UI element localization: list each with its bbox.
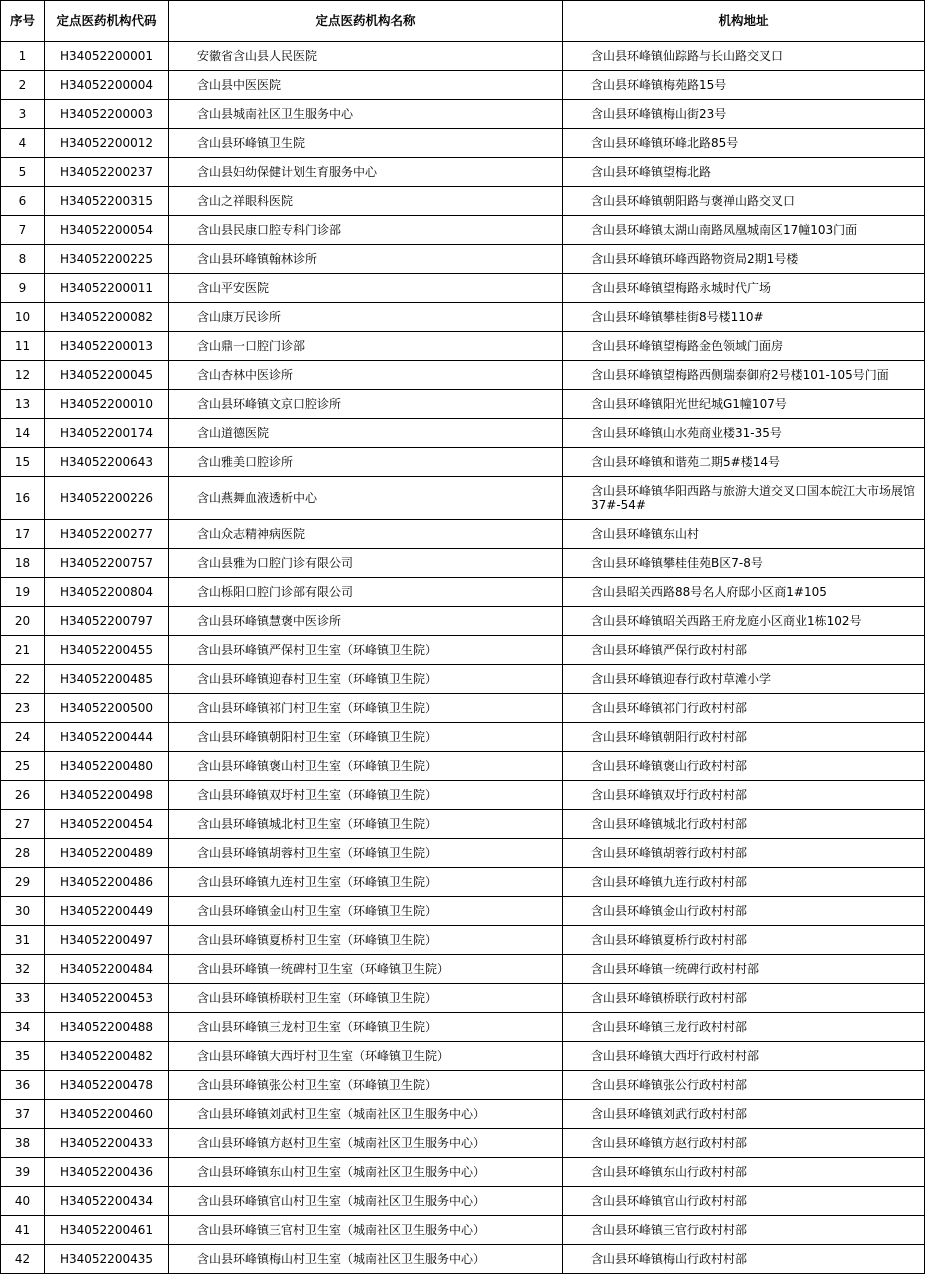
cell-address: 含山县环峰镇望梅路西侧瑞泰御府2号楼101-105号门面 [563, 361, 925, 390]
cell-serial: 32 [1, 955, 45, 984]
cell-serial: 37 [1, 1100, 45, 1129]
cell-code: H34052200489 [45, 839, 169, 868]
cell-serial: 21 [1, 636, 45, 665]
table-row [1, 477, 925, 520]
cell-code: H34052200011 [45, 274, 169, 303]
cell-serial: 3 [1, 100, 45, 129]
table-row [1, 245, 925, 274]
cell-serial: 9 [1, 274, 45, 303]
table-row [1, 1071, 925, 1100]
cell-address: 含山县环峰镇祁门行政村村部 [563, 694, 925, 723]
cell-name: 含山县环峰镇褒山村卫生室（环峰镇卫生院） [169, 752, 563, 781]
cell-name: 含山鼎一口腔门诊部 [169, 332, 563, 361]
cell-serial: 12 [1, 361, 45, 390]
table-row [1, 1013, 925, 1042]
cell-name: 安徽省含山县人民医院 [169, 42, 563, 71]
cell-name: 含山县环峰镇东山村卫生室（城南社区卫生服务中心） [169, 1158, 563, 1187]
cell-code: H34052200455 [45, 636, 169, 665]
cell-address: 含山县环峰镇环峰西路物资局2期1号楼 [563, 245, 925, 274]
cell-name: 含山县环峰镇慧褒中医诊所 [169, 607, 563, 636]
cell-name: 含山县中医医院 [169, 71, 563, 100]
table-row [1, 926, 925, 955]
cell-address: 含山县环峰镇迎春行政村草滩小学 [563, 665, 925, 694]
cell-address: 含山县环峰镇桥联行政村村部 [563, 984, 925, 1013]
cell-name: 含山县环峰镇夏桥村卫生室（环峰镇卫生院） [169, 926, 563, 955]
cell-address: 含山县环峰镇攀桂街8号楼110# [563, 303, 925, 332]
cell-address: 含山县环峰镇大西圩行政村村部 [563, 1042, 925, 1071]
cell-address: 含山县环峰镇梅山行政村村部 [563, 1245, 925, 1274]
cell-serial: 4 [1, 129, 45, 158]
cell-address: 含山县环峰镇望梅北路 [563, 158, 925, 187]
cell-code: H34052200435 [45, 1245, 169, 1274]
table-row [1, 274, 925, 303]
cell-address: 含山县环峰镇夏桥行政村村部 [563, 926, 925, 955]
cell-code: H34052200010 [45, 390, 169, 419]
cell-name: 含山平安医院 [169, 274, 563, 303]
table-row [1, 839, 925, 868]
cell-code: H34052200498 [45, 781, 169, 810]
table-row [1, 723, 925, 752]
cell-address: 含山县环峰镇和谐苑二期5#楼14号 [563, 448, 925, 477]
table-row [1, 158, 925, 187]
table-row [1, 419, 925, 448]
cell-serial: 36 [1, 1071, 45, 1100]
cell-serial: 25 [1, 752, 45, 781]
cell-name: 含山县雅为口腔门诊有限公司 [169, 549, 563, 578]
cell-address: 含山县环峰镇望梅路金色领域门面房 [563, 332, 925, 361]
cell-code: H34052200480 [45, 752, 169, 781]
cell-code: H34052200804 [45, 578, 169, 607]
cell-address: 含山县环峰镇东山村 [563, 520, 925, 549]
table-row [1, 1245, 925, 1274]
cell-name: 含山众志精神病医院 [169, 520, 563, 549]
cell-serial: 26 [1, 781, 45, 810]
cell-code: H34052200174 [45, 419, 169, 448]
cell-code: H34052200434 [45, 1187, 169, 1216]
cell-name: 含山县环峰镇刘武村卫生室（城南社区卫生服务中心） [169, 1100, 563, 1129]
cell-serial: 38 [1, 1129, 45, 1158]
cell-serial: 17 [1, 520, 45, 549]
table-row [1, 549, 925, 578]
cell-name: 含山县妇幼保健计划生育服务中心 [169, 158, 563, 187]
cell-serial: 13 [1, 390, 45, 419]
cell-name: 含山县环峰镇胡蓉村卫生室（环峰镇卫生院） [169, 839, 563, 868]
cell-address: 含山县环峰镇阳光世纪城G1幢107号 [563, 390, 925, 419]
cell-serial: 10 [1, 303, 45, 332]
cell-code: H34052200237 [45, 158, 169, 187]
cell-code: H34052200497 [45, 926, 169, 955]
cell-serial: 28 [1, 839, 45, 868]
header-address: 机构地址 [563, 1, 925, 42]
table-row [1, 897, 925, 926]
cell-name: 含山县环峰镇梅山村卫生室（城南社区卫生服务中心） [169, 1245, 563, 1274]
header-name: 定点医药机构名称 [169, 1, 563, 42]
cell-serial: 20 [1, 607, 45, 636]
cell-code: H34052200485 [45, 665, 169, 694]
cell-serial: 19 [1, 578, 45, 607]
table-body [1, 42, 925, 1274]
cell-address: 含山县环峰镇胡蓉行政村村部 [563, 839, 925, 868]
cell-address: 含山县环峰镇望梅路永城时代广场 [563, 274, 925, 303]
cell-serial: 14 [1, 419, 45, 448]
cell-code: H34052200453 [45, 984, 169, 1013]
cell-code: H34052200797 [45, 607, 169, 636]
cell-name: 含山县环峰镇一统碑村卫生室（环峰镇卫生院） [169, 955, 563, 984]
table-row [1, 1158, 925, 1187]
cell-serial: 34 [1, 1013, 45, 1042]
cell-serial: 1 [1, 42, 45, 71]
table-row [1, 694, 925, 723]
cell-address: 含山县环峰镇金山行政村村部 [563, 897, 925, 926]
cell-address: 含山县环峰镇梅苑路15号 [563, 71, 925, 100]
cell-serial: 16 [1, 477, 45, 520]
table-row [1, 1042, 925, 1071]
cell-code: H34052200436 [45, 1158, 169, 1187]
cell-name: 含山县环峰镇大西圩村卫生室（环峰镇卫生院） [169, 1042, 563, 1071]
cell-code: H34052200013 [45, 332, 169, 361]
cell-name: 含山县环峰镇张公村卫生室（环峰镇卫生院） [169, 1071, 563, 1100]
cell-serial: 33 [1, 984, 45, 1013]
table-row [1, 187, 925, 216]
cell-name: 含山县环峰镇金山村卫生室（环峰镇卫生院） [169, 897, 563, 926]
cell-address: 含山县环峰镇朝阳行政村村部 [563, 723, 925, 752]
cell-address: 含山县环峰镇褒山行政村村部 [563, 752, 925, 781]
cell-code: H34052200478 [45, 1071, 169, 1100]
cell-address: 含山县环峰镇张公行政村村部 [563, 1071, 925, 1100]
cell-address: 含山县环峰镇山水苑商业楼31-35号 [563, 419, 925, 448]
cell-code: H34052200054 [45, 216, 169, 245]
cell-address: 含山县环峰镇三官行政村村部 [563, 1216, 925, 1245]
table-row [1, 448, 925, 477]
table-row [1, 303, 925, 332]
cell-code: H34052200482 [45, 1042, 169, 1071]
table-row [1, 520, 925, 549]
cell-name: 含山县环峰镇城北村卫生室（环峰镇卫生院） [169, 810, 563, 839]
cell-address: 含山县环峰镇仙踪路与长山路交叉口 [563, 42, 925, 71]
cell-address: 含山县环峰镇一统碑行政村村部 [563, 955, 925, 984]
cell-code: H34052200045 [45, 361, 169, 390]
cell-name: 含山县环峰镇方赵村卫生室（城南社区卫生服务中心） [169, 1129, 563, 1158]
cell-address: 含山县环峰镇刘武行政村村部 [563, 1100, 925, 1129]
cell-address: 含山县环峰镇城北行政村村部 [563, 810, 925, 839]
cell-code: H34052200486 [45, 868, 169, 897]
cell-serial: 8 [1, 245, 45, 274]
cell-serial: 11 [1, 332, 45, 361]
cell-name: 含山县环峰镇朝阳村卫生室（环峰镇卫生院） [169, 723, 563, 752]
cell-name: 含山康万民诊所 [169, 303, 563, 332]
cell-address: 含山县环峰镇朝阳路与褒禅山路交叉口 [563, 187, 925, 216]
table-row [1, 361, 925, 390]
cell-serial: 7 [1, 216, 45, 245]
table-row [1, 984, 925, 1013]
cell-code: H34052200225 [45, 245, 169, 274]
cell-name: 含山县环峰镇三官村卫生室（城南社区卫生服务中心） [169, 1216, 563, 1245]
cell-address: 含山县环峰镇严保行政村村部 [563, 636, 925, 665]
cell-code: H34052200433 [45, 1129, 169, 1158]
cell-name: 含山道德医院 [169, 419, 563, 448]
header-serial: 序号 [1, 1, 45, 42]
header-code: 定点医药机构代码 [45, 1, 169, 42]
cell-serial: 6 [1, 187, 45, 216]
cell-address: 含山县环峰镇太湖山南路凤凰城南区17幢103门面 [563, 216, 925, 245]
cell-code: H34052200461 [45, 1216, 169, 1245]
cell-name: 含山县环峰镇文京口腔诊所 [169, 390, 563, 419]
table-row [1, 100, 925, 129]
cell-code: H34052200315 [45, 187, 169, 216]
cell-code: H34052200012 [45, 129, 169, 158]
cell-name: 含山县环峰镇官山村卫生室（城南社区卫生服务中心） [169, 1187, 563, 1216]
cell-name: 含山县民康口腔专科门诊部 [169, 216, 563, 245]
cell-name: 含山燕舞血液透析中心 [169, 477, 563, 520]
cell-address: 含山县环峰镇东山行政村村部 [563, 1158, 925, 1187]
cell-name: 含山县环峰镇迎春村卫生室（环峰镇卫生院） [169, 665, 563, 694]
cell-address: 含山县环峰镇九连行政村村部 [563, 868, 925, 897]
cell-code: H34052200277 [45, 520, 169, 549]
table-row [1, 71, 925, 100]
table-row [1, 1100, 925, 1129]
cell-serial: 2 [1, 71, 45, 100]
table-row [1, 1187, 925, 1216]
cell-name: 含山县环峰镇九连村卫生室（环峰镇卫生院） [169, 868, 563, 897]
cell-name: 含山县环峰镇双圩村卫生室（环峰镇卫生院） [169, 781, 563, 810]
cell-address: 含山县环峰镇梅山街23号 [563, 100, 925, 129]
cell-code: H34052200444 [45, 723, 169, 752]
table-row [1, 390, 925, 419]
cell-address: 含山县环峰镇三龙行政村村部 [563, 1013, 925, 1042]
cell-code: H34052200757 [45, 549, 169, 578]
table-row [1, 1216, 925, 1245]
table-row [1, 216, 925, 245]
table-row [1, 1129, 925, 1158]
header-row [1, 1, 925, 42]
cell-address: 含山县环峰镇方赵行政村村部 [563, 1129, 925, 1158]
cell-address: 含山县环峰镇昭关西路王府龙庭小区商业1栋102号 [563, 607, 925, 636]
table-row [1, 665, 925, 694]
cell-code: H34052200082 [45, 303, 169, 332]
cell-name: 含山杏林中医诊所 [169, 361, 563, 390]
cell-serial: 39 [1, 1158, 45, 1187]
cell-code: H34052200226 [45, 477, 169, 520]
table-row [1, 332, 925, 361]
cell-serial: 24 [1, 723, 45, 752]
cell-serial: 23 [1, 694, 45, 723]
cell-code: H34052200484 [45, 955, 169, 984]
cell-code: H34052200488 [45, 1013, 169, 1042]
cell-serial: 35 [1, 1042, 45, 1071]
cell-code: H34052200500 [45, 694, 169, 723]
table-row [1, 868, 925, 897]
cell-name: 含山之祥眼科医院 [169, 187, 563, 216]
cell-serial: 42 [1, 1245, 45, 1274]
cell-address: 含山县昭关西路88号名人府邸小区商1#105 [563, 578, 925, 607]
cell-address: 含山县环峰镇攀桂佳苑B区7-8号 [563, 549, 925, 578]
table-row [1, 578, 925, 607]
table-row [1, 752, 925, 781]
cell-name: 含山县城南社区卫生服务中心 [169, 100, 563, 129]
cell-name: 含山县环峰镇翰林诊所 [169, 245, 563, 274]
cell-address: 含山县环峰镇官山行政村村部 [563, 1187, 925, 1216]
cell-serial: 29 [1, 868, 45, 897]
cell-name: 含山栎阳口腔门诊部有限公司 [169, 578, 563, 607]
cell-serial: 5 [1, 158, 45, 187]
cell-serial: 41 [1, 1216, 45, 1245]
cell-name: 含山县环峰镇桥联村卫生室（环峰镇卫生院） [169, 984, 563, 1013]
cell-name: 含山县环峰镇卫生院 [169, 129, 563, 158]
cell-serial: 30 [1, 897, 45, 926]
table-row [1, 42, 925, 71]
table-row [1, 955, 925, 984]
cell-name: 含山雅美口腔诊所 [169, 448, 563, 477]
cell-address: 含山县环峰镇双圩行政村村部 [563, 781, 925, 810]
cell-code: H34052200643 [45, 448, 169, 477]
cell-name: 含山县环峰镇严保村卫生室（环峰镇卫生院） [169, 636, 563, 665]
cell-address: 含山县环峰镇华阳西路与旅游大道交叉口国本皖江大市场展馆37#-54# [563, 477, 925, 520]
cell-name: 含山县环峰镇三龙村卫生室（环峰镇卫生院） [169, 1013, 563, 1042]
cell-serial: 27 [1, 810, 45, 839]
table-row [1, 129, 925, 158]
cell-code: H34052200001 [45, 42, 169, 71]
cell-name: 含山县环峰镇祁门村卫生室（环峰镇卫生院） [169, 694, 563, 723]
cell-serial: 22 [1, 665, 45, 694]
cell-code: H34052200460 [45, 1100, 169, 1129]
cell-serial: 18 [1, 549, 45, 578]
table-row [1, 636, 925, 665]
cell-serial: 31 [1, 926, 45, 955]
cell-code: H34052200449 [45, 897, 169, 926]
table-row [1, 810, 925, 839]
cell-serial: 40 [1, 1187, 45, 1216]
table-row [1, 607, 925, 636]
cell-code: H34052200004 [45, 71, 169, 100]
cell-serial: 15 [1, 448, 45, 477]
cell-code: H34052200454 [45, 810, 169, 839]
table-row [1, 781, 925, 810]
cell-code: H34052200003 [45, 100, 169, 129]
cell-address: 含山县环峰镇环峰北路85号 [563, 129, 925, 158]
